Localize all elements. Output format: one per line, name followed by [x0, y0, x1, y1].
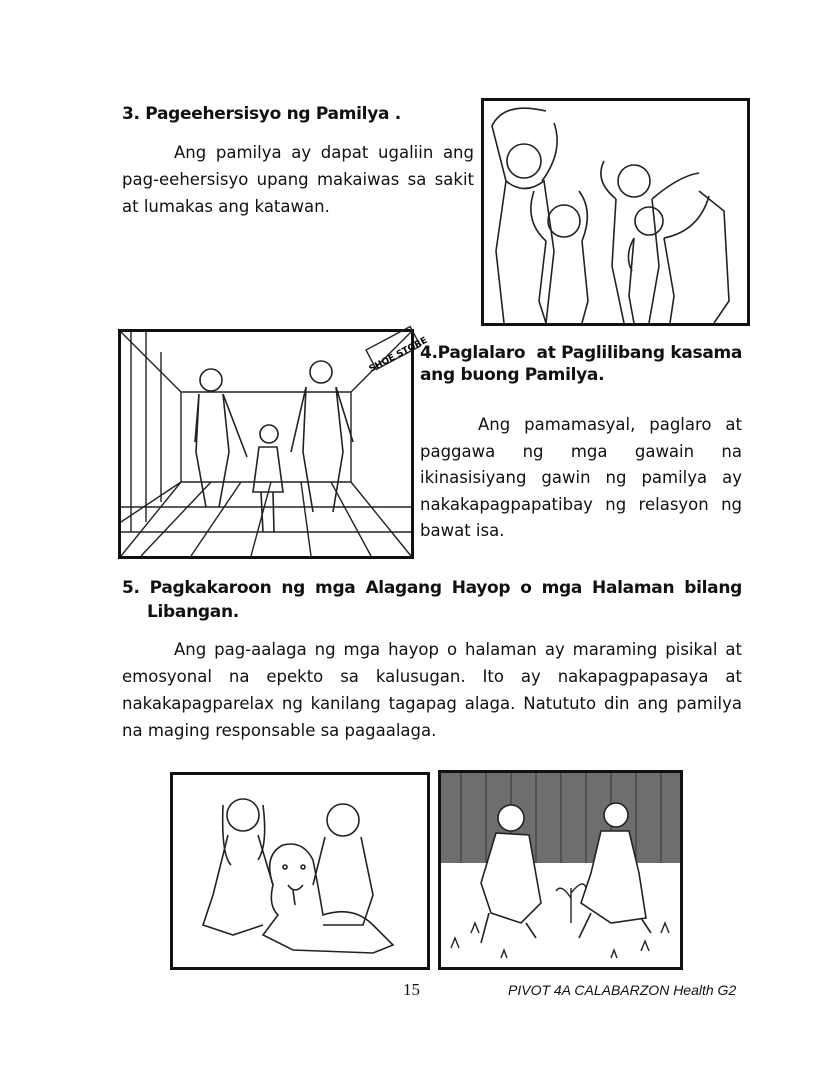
- family-walking-illustration: [118, 329, 430, 559]
- section-3-heading: 3. Pageehersisyo ng Pamilya .: [122, 104, 401, 124]
- section-4-paragraph-text: Ang pamamasyal, paglaro at paggawa ng mga gawain na ikinasisiyang gawin ng pamilya ay nakakapagpapatibay ng relasyon ng bawat isa.: [420, 415, 742, 540]
- section-3-paragraph: [122, 139, 474, 220]
- section-5-paragraph: [122, 636, 742, 744]
- section-5-heading-line2: Libangan.: [147, 602, 239, 622]
- section-4-heading: [420, 343, 742, 385]
- section-4-paragraph: [420, 412, 742, 545]
- section-3-paragraph-text: Ang pamilya ay dapat ugaliin ang pag-eehersisyo upang makaiwas sa sakit at lumakas ang katawan.: [122, 143, 474, 216]
- family-exercise-illustration: [481, 98, 750, 326]
- family-planting-illustration: [438, 770, 683, 970]
- section-5-heading-line1: 5. Pagkakaroon ng mga Alagang Hayop o mga Halaman bilang: [122, 578, 742, 598]
- page-number: 15: [403, 980, 420, 999]
- shoe-store-sign: SHOE STORE: [367, 335, 430, 375]
- family-with-dog-illustration: [170, 772, 430, 970]
- section-5-heading: [122, 578, 742, 622]
- section-4-heading-line1: 4.Paglalaro at Paglilibang kasama: [420, 343, 743, 363]
- section-4-heading-line2: ang buong Pamilya.: [420, 365, 605, 385]
- section-5-paragraph-text: Ang pag-aalaga ng mga hayop o halaman ay maraming pisikal at emosyonal na epekto sa kalusugan. Ito ay nakapagpapasaya at nakakapagparelax ng kanilang tagapag alaga. Natututo din ang pamilya na maging responsable sa pagaalaga.: [122, 640, 742, 740]
- footer-source: PIVOT 4A CALABARZON Health G2: [508, 982, 737, 998]
